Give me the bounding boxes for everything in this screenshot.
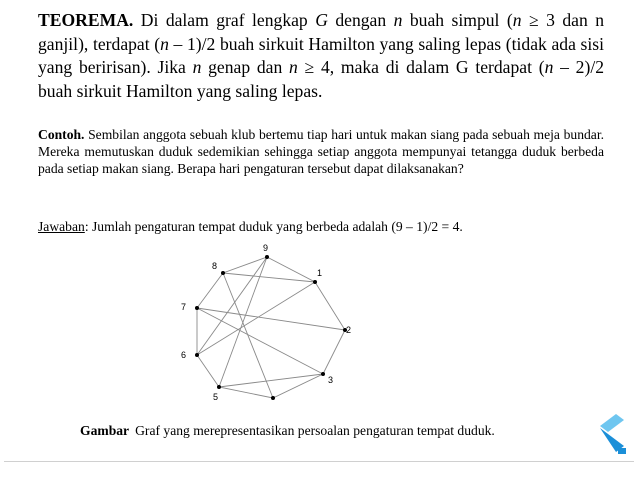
vertex-label-5: 5 xyxy=(213,392,219,402)
vertex-label-3: 3 xyxy=(328,375,334,385)
caption-text: Graf yang merepresentasikan persoalan pengaturan tempat duduk. xyxy=(135,423,495,438)
vertex-labels xyxy=(181,243,351,402)
theorem-text: genap dan xyxy=(201,57,290,78)
theorem-paragraph xyxy=(38,9,604,103)
graph-edge xyxy=(219,374,323,387)
vertex-label-2: 2 xyxy=(346,325,352,335)
theorem-var: n xyxy=(393,10,403,30)
theorem-text: buah simpul ( xyxy=(402,10,513,30)
vertex-label-8: 8 xyxy=(212,261,218,271)
theorem-var: n xyxy=(512,10,522,30)
vertex-4 xyxy=(271,396,275,400)
theorem-var: n xyxy=(289,57,298,78)
graph-edge xyxy=(223,273,273,398)
graph-vertices xyxy=(195,255,347,400)
graph-edge xyxy=(197,308,345,330)
vertex-label-1: 1 xyxy=(317,268,323,278)
theorem-var: n xyxy=(192,57,202,78)
brand-logo-icon xyxy=(594,412,628,456)
graph-edge xyxy=(197,257,267,355)
theorem-label: TEOREMA. xyxy=(38,10,134,30)
vertex-6 xyxy=(195,353,199,357)
footer-divider xyxy=(4,461,634,462)
theorem-var: G xyxy=(315,10,328,30)
answer-paragraph xyxy=(38,218,604,235)
vertex-7 xyxy=(195,306,199,310)
theorem-text: ≥ 4, maka di dalam G terdapat ( xyxy=(297,57,545,78)
answer-text: : Jumlah pengaturan tempat duduk yang berbeda adalah (9 – 1)/2 = 4. xyxy=(84,219,463,234)
logo-light-shape xyxy=(600,414,624,432)
theorem-var: n xyxy=(160,33,169,54)
vertex-5 xyxy=(217,385,221,389)
caption-label: Gambar xyxy=(80,423,130,438)
figure-caption xyxy=(80,422,580,439)
vertex-8 xyxy=(221,271,225,275)
graph-edge xyxy=(197,308,323,374)
vertex-label-7: 7 xyxy=(181,302,187,312)
theorem-text: ≥ 3 dan n ganjil), terdapat ( xyxy=(38,10,605,54)
example-label: Contoh. xyxy=(38,127,85,142)
vertex-3 xyxy=(321,372,325,376)
theorem-var: n xyxy=(544,57,554,78)
vertex-label-6: 6 xyxy=(181,350,187,360)
theorem-text: – 2)/2 buah sirkuit Hamilton yang saling lepas. xyxy=(38,57,605,101)
vertex-label-9: 9 xyxy=(263,243,269,253)
theorem-text: dengan xyxy=(327,10,394,30)
vertex-1 xyxy=(313,280,317,284)
graph-edge xyxy=(197,282,315,355)
example-paragraph xyxy=(38,126,604,177)
vertex-9 xyxy=(265,255,269,259)
example-text: Sembilan anggota sebuah klub bertemu tiap hari untuk makan siang pada sebuah meja bundar. Mereka memutuskan duduk sedemikian sehingga setiap anggota mempunyai tetangga duduk berbeda pada setiap makan siang. Berapa hari pengaturan tersebut dapat dilaksanakan? xyxy=(38,127,604,176)
graph-edge-cycle xyxy=(197,257,345,398)
logo-dark-bar xyxy=(618,448,626,454)
graph-edges xyxy=(197,257,345,398)
theorem-text: – 1)/2 buah sirkuit Hamilton yang saling lepas (tidak ada sisi yang beririsan). Jika xyxy=(38,33,604,78)
answer-label: Jawaban xyxy=(38,219,85,234)
theorem-text: Di dalam graf lengkap xyxy=(133,10,316,30)
hamilton-graph xyxy=(150,240,370,410)
